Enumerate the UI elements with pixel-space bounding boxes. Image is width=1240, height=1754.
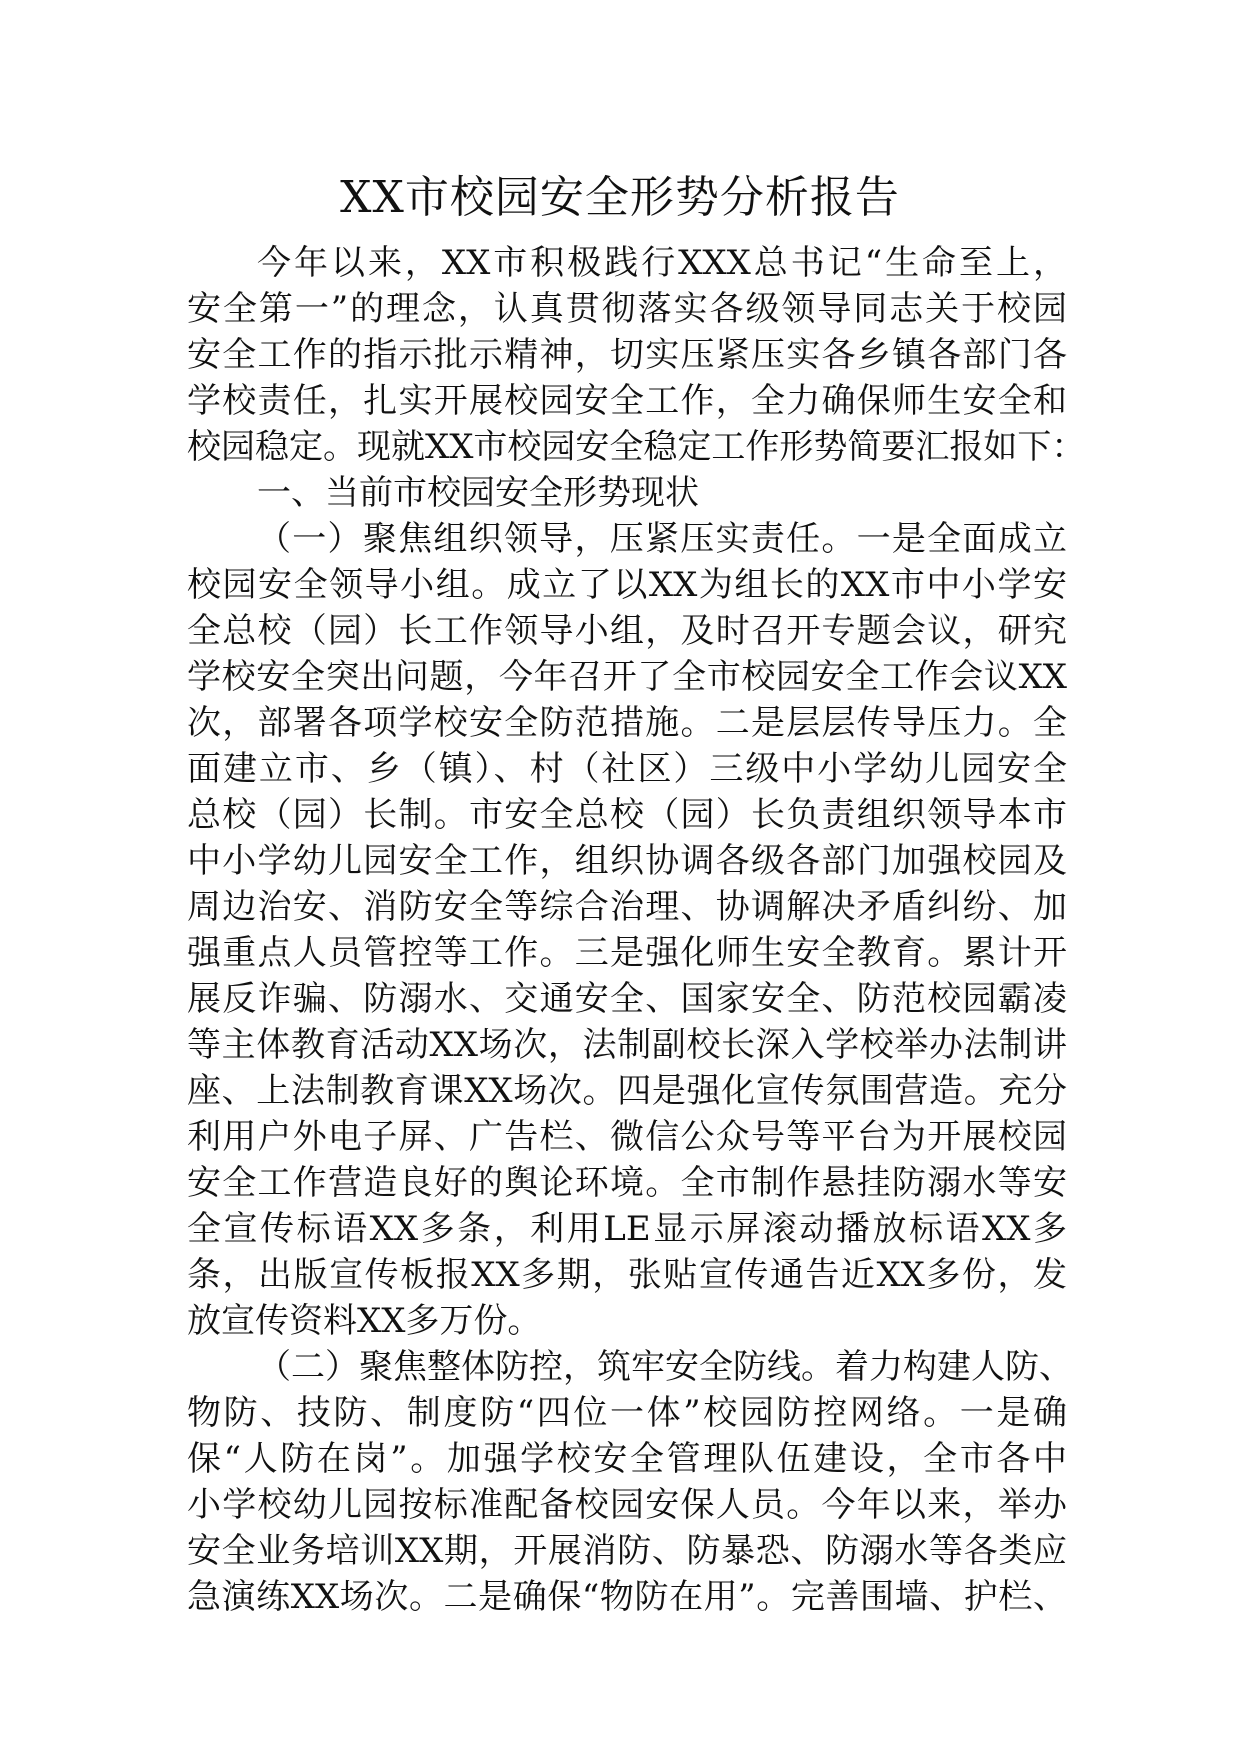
text-line: 等主体教育活动XX场次，法制副校长深入学校举办法制讲	[187, 1025, 1067, 1065]
text-line: 座、上法制教育课XX场次。四是强化宣传氛围营造。充分	[187, 1071, 1067, 1111]
text-line: 安全业务培训XX期，开展消防、防暴恐、防溺水等各类应	[187, 1531, 1067, 1571]
text-line: 物防、技防、制度防“四位一体”校园防控网络。一是确	[187, 1393, 1067, 1433]
text-line: 安全工作营造良好的舆论环境。全市制作悬挂防溺水等安	[187, 1163, 1067, 1203]
text-line: 保“人防在岗”。加强学校安全管理队伍建设，全市各中	[187, 1439, 1067, 1479]
text-line: 次，部署各项学校安全防范措施。二是层层传导压力。全	[187, 703, 1067, 743]
text-line: 中小学幼儿园安全工作，组织协调各级各部门加强校园及	[187, 841, 1067, 881]
text-line: 全总校（园）长工作领导小组，及时召开专题会议，研究	[187, 611, 1067, 651]
text-line: 条，出版宣传板报XX多期，张贴宣传通告近XX多份，发	[187, 1255, 1067, 1295]
text-line: （一）聚焦组织领导，压紧压实责任。一是全面成立	[257, 519, 1067, 559]
document-title: XX市校园安全形势分析报告	[340, 172, 900, 223]
text-line: 学校责任，扎实开展校园安全工作，全力确保师生安全和	[187, 381, 1067, 421]
text-line: 急演练XX场次。二是确保“物防在用”。完善围墙、护栏、	[187, 1577, 1067, 1617]
text-line: 全宣传标语XX多条，利用LE显示屏滚动播放标语XX多	[187, 1209, 1067, 1249]
text-line: （二）聚焦整体防控，筑牢安全防线。着力构建人防、	[257, 1347, 1073, 1387]
text-line: 周边治安、消防安全等综合治理、协调解决矛盾纠纷、加	[187, 887, 1067, 927]
text-line: 放宣传资料XX多万份。	[187, 1301, 542, 1341]
text-line: 安全第一”的理念，认真贯彻落实各级领导同志关于校园	[187, 289, 1067, 329]
text-line: 学校安全突出问题，今年召开了全市校园安全工作会议XX	[187, 657, 1067, 697]
text-line: 校园稳定。现就XX市校园安全稳定工作形势简要汇报如下：	[187, 427, 1086, 467]
text-line: 今年以来，XX市积极践行XXX总书记“生命至上，	[257, 243, 1067, 283]
text-line: 校园安全领导小组。成立了以XX为组长的XX市中小学安	[187, 565, 1067, 605]
text-line: 小学校幼儿园按标准配备校园安保人员。今年以来，举办	[187, 1485, 1067, 1525]
text-line: 安全工作的指示批示精神，切实压紧压实各乡镇各部门各	[187, 335, 1067, 375]
text-line: 利用户外电子屏、广告栏、微信公众号等平台为开展校园	[187, 1117, 1067, 1157]
text-line: 强重点人员管控等工作。三是强化师生安全教育。累计开	[187, 933, 1067, 973]
section-heading: 一、当前市校园安全形势现状	[257, 473, 699, 513]
text-line: 面建立市、乡（镇）、村（社区）三级中小学幼儿园安全	[187, 749, 1067, 789]
text-line: 展反诈骗、防溺水、交通安全、国家安全、防范校园霸凌	[187, 979, 1067, 1019]
document-body	[187, 240, 1086, 1620]
text-line: 总校（园）长制。市安全总校（园）长负责组织领导本市	[187, 795, 1067, 835]
